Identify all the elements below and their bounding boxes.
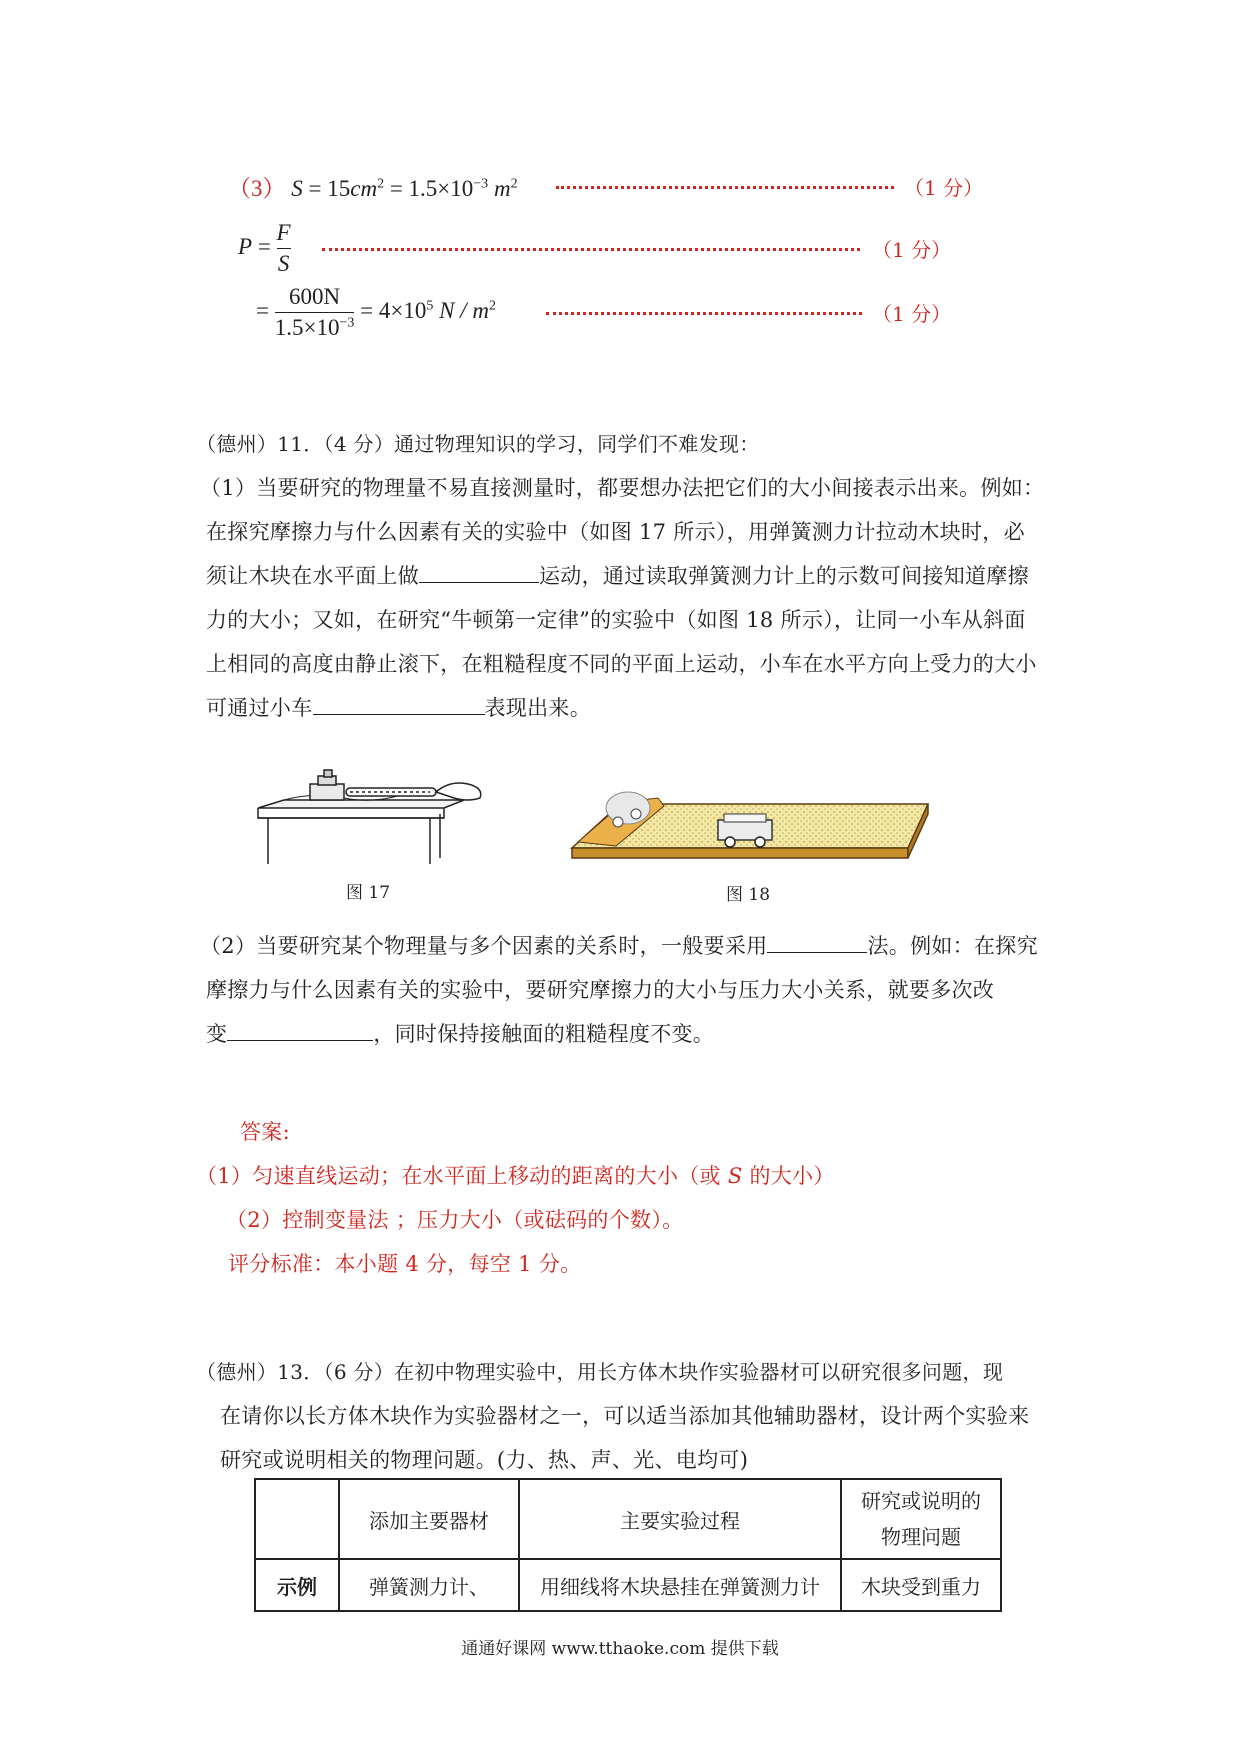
answer-2: （2）控制变量法 ；压力大小（或砝码的个数）。 (226, 1208, 684, 1232)
calc-den (275, 315, 355, 341)
figure-18-image (568, 768, 934, 868)
answer-blank-3[interactable] (767, 951, 867, 953)
table-cell: 示例 (255, 1559, 339, 1611)
frac-bar (277, 248, 291, 249)
answer-1-var: S (727, 1164, 743, 1188)
q11-p1-line3 (206, 560, 1029, 590)
frac-den: S (277, 251, 290, 277)
table-header-cell (255, 1479, 339, 1559)
q11-p2-line3-b: ，同时保持接触面的粗糙程度不变。 (373, 1022, 715, 1046)
experiment-table (254, 1478, 1002, 1612)
formula-p (238, 220, 291, 278)
sq3: 2 (488, 298, 496, 314)
q11-p1-line4: 力的大小；又如，在研究“牛顿第一定律”的实验中（如图 18 所示），让同一小车从斜面 (206, 608, 1026, 632)
calc-den-base: 1.5×10 (274, 315, 340, 341)
var-s: S (291, 176, 303, 201)
s-exp: −3 (473, 176, 489, 192)
answer-1-b: 的大小） (742, 1164, 835, 1188)
eq-sign: = (257, 234, 271, 260)
fraction-f-over-s (277, 220, 291, 278)
q11-p1-line3-b: 运动，通过读取弹簧测力计上的示数可间接知道摩擦 (539, 564, 1029, 588)
score-3: （1 分） (872, 302, 952, 326)
calc-den-exp: −3 (339, 315, 355, 331)
answer-1 (196, 1160, 835, 1190)
eq-sign: = (308, 176, 322, 201)
dot-leader (546, 312, 862, 315)
header-line-1: 研究或说明的 (861, 1489, 981, 1513)
answer-1-a: （1）匀速直线运动；在水平面上移动的距离的大小（或 (196, 1164, 728, 1188)
sq2: 2 (510, 176, 518, 192)
frac-bar (275, 312, 355, 313)
answer-blank-1[interactable] (419, 581, 539, 583)
answer-heading: 答案: (240, 1120, 290, 1144)
eq-sign: = (360, 298, 374, 324)
header-line-2: 物理问题 (881, 1525, 961, 1549)
figure-17-image (254, 748, 534, 868)
sq1: 2 (377, 176, 385, 192)
s-value: 15 (327, 176, 351, 201)
table-header-cell (841, 1479, 1001, 1559)
q11-p1-line1: （1）当要研究的物理量不易直接测量时，都要想办法把它们的大小间接表示出来。例如： (200, 476, 1045, 500)
q11-p1-line3-a: 须让木块在水平面上做 (206, 564, 419, 588)
table-header-cell: 添加主要器材 (339, 1479, 519, 1559)
s-rhs: 1.5×10 (408, 176, 474, 201)
q11-title: （德州）11．（4 分）通过物理知识的学习，同学们不难发现： (196, 432, 760, 456)
q11-p1-line6-a: 可通过小车 (206, 696, 313, 720)
answer-scoring: 评分标准：本小题 4 分，每空 1 分。 (228, 1252, 582, 1276)
dot-leader (322, 248, 860, 251)
score-1: （1 分） (904, 176, 984, 200)
dot-leader (556, 186, 894, 189)
table-header-row (255, 1479, 1001, 1559)
calc-num: 600N (288, 284, 341, 309)
eq-sign: = (256, 298, 269, 324)
s-unit2: m (493, 176, 511, 201)
s-unit1: cm (350, 176, 378, 201)
q11-p2-line1 (200, 930, 1038, 960)
q11-p2-line1-a: （2）当要研究某个物理量与多个因素的关系时，一般要采用 (200, 934, 768, 958)
table-cell: 木块受到重力 (841, 1559, 1001, 1611)
table-row (255, 1559, 1001, 1611)
calc-unit: N / m (439, 298, 489, 324)
answer-blank-2[interactable] (313, 713, 485, 715)
q11-p1-line6-b: 表现出来。 (484, 696, 591, 720)
eq-sign: = (389, 176, 403, 201)
table-cell: 用细线将木块悬挂在弹簧测力计 (519, 1559, 841, 1611)
q13-line3: 研究或说明相关的物理问题。(力、热、声、光、电均可) (220, 1448, 749, 1472)
q13-line1: （德州）13．（6 分）在初中物理实验中，用长方体木块作实验器材可以研究很多问题，现 (196, 1360, 1004, 1384)
table-header-cell: 主要实验过程 (519, 1479, 841, 1559)
formula-calc (256, 284, 496, 342)
q13-line2: 在请你以长方体木块作为实验器材之一，可以适当添加其他辅助器材，设计两个实验来 (220, 1404, 1030, 1428)
figure-17-caption: 图 17 (346, 883, 391, 903)
score-2: （1 分） (872, 238, 952, 262)
calc-result-exp: 5 (426, 298, 434, 314)
q11-p1-line6 (206, 692, 591, 722)
fraction-calc (275, 284, 355, 342)
calc-result: 4×10 (378, 298, 427, 324)
figure-18-caption: 图 18 (726, 885, 771, 905)
formula-s (228, 170, 518, 203)
table-cell: 弹簧测力计、 (339, 1559, 519, 1611)
answer-blank-4[interactable] (227, 1039, 373, 1041)
q11-p2-line3 (206, 1018, 714, 1048)
q11-p2-line1-b: 法。例如：在探究 (867, 934, 1038, 958)
page-footer: 通通好课网 www.tthaoke.com 提供下载 (461, 1639, 779, 1659)
q11-p1-line2: 在探究摩擦力与什么因素有关的实验中（如图 17 所示），用弹簧测力计拉动木块时，必 (206, 520, 1025, 544)
q11-p2-line3-a: 变 (206, 1022, 228, 1046)
q11-p2-line2: 摩擦力与什么因素有关的实验中，要研究摩擦力的大小与压力大小关系，就要多次改 (206, 978, 995, 1002)
frac-num: F (276, 220, 291, 245)
part-label: （3） (228, 176, 286, 201)
q11-p1-line5: 上相同的高度由静止滚下，在粗糙程度不同的平面上运动，小车在水平方向上受力的大小 (206, 652, 1037, 676)
var-p: P (238, 234, 253, 260)
